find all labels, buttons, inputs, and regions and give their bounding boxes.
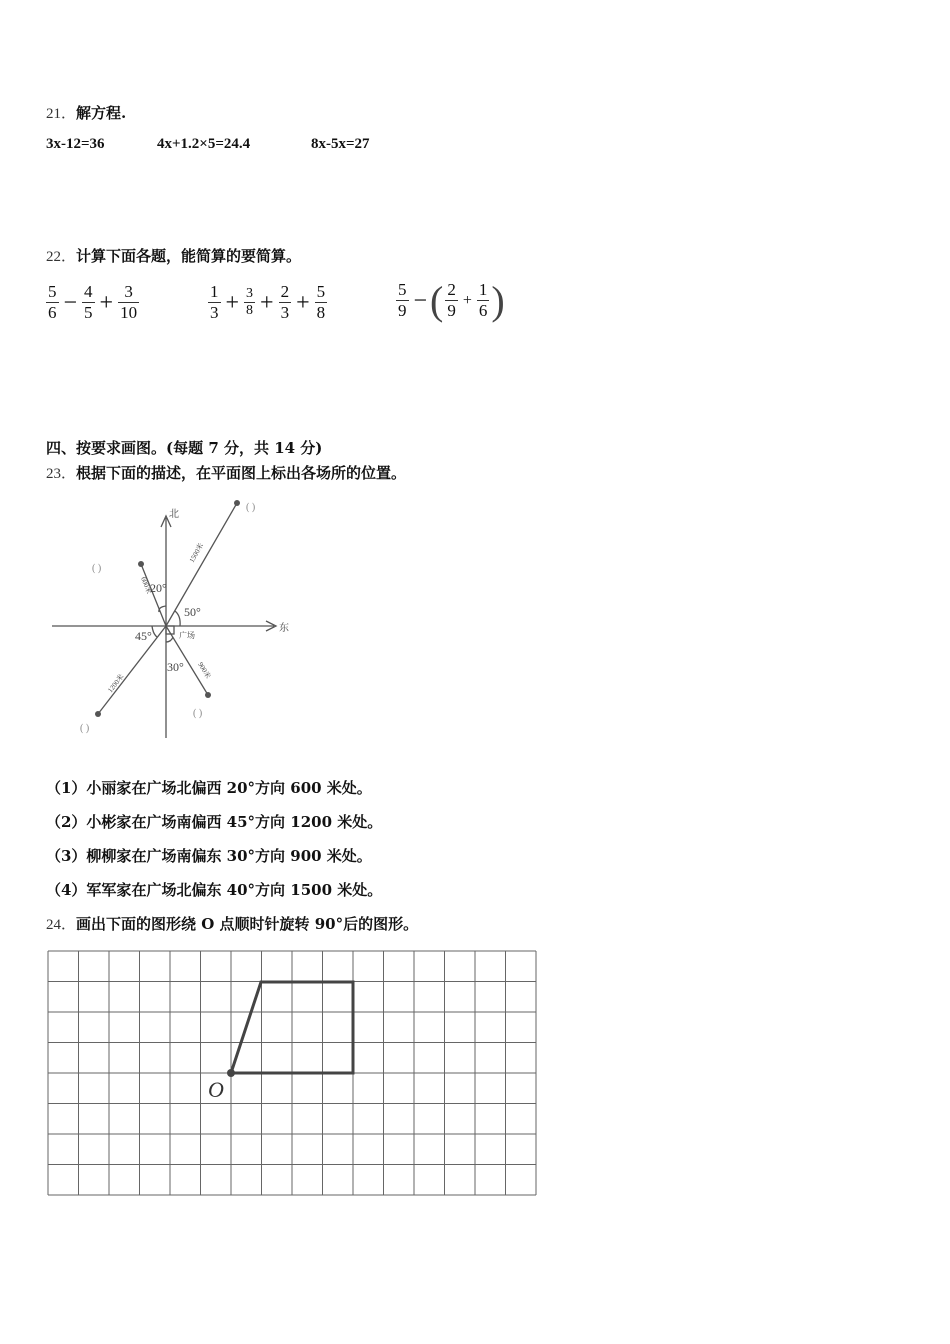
- fraction: $\frac{5}{9}$: [398, 280, 407, 320]
- q23-number: 23．: [46, 466, 77, 482]
- angle-50-label: 50°: [184, 605, 201, 619]
- q22-title: 计算下面各题，能简算的要简算。: [76, 247, 302, 265]
- blank-sw: ( ): [80, 723, 90, 734]
- operator: +: [462, 291, 472, 309]
- fraction: $\frac{1}{6}$: [478, 280, 488, 320]
- item-1: （1）小丽家在广场北偏西 20°方向 600 米处。: [46, 779, 372, 797]
- right-paren: ): [491, 277, 505, 323]
- item-4: （4）军军家在广场北偏东 40°方向 1500 米处。: [46, 881, 383, 899]
- section-heading: 四、按要求画图。(每题 7 分，共 14 分): [46, 439, 323, 457]
- center-label: 广场: [179, 631, 195, 640]
- point-o-label: O: [208, 1077, 224, 1102]
- left-paren: (: [430, 277, 444, 323]
- item-2: （2）小彬家在广场南偏西 45°方向 1200 米处。: [46, 813, 383, 831]
- q24-title: 画出下面的图形绕 O 点顺时针旋转 90°后的图形。: [76, 915, 419, 933]
- equation-3: 8x-5x=27: [311, 136, 370, 152]
- fraction: $\frac{5}{8}$: [316, 282, 326, 322]
- fraction: $\frac{1}{3}$: [210, 282, 219, 322]
- east-label: 东: [279, 623, 289, 634]
- q21-number: 21．: [46, 106, 77, 122]
- fraction: $\frac{2}{3}$: [280, 282, 290, 322]
- blank-ne: ( ): [246, 502, 256, 513]
- blank-se: ( ): [193, 708, 203, 719]
- equation-2: 4x+1.2×5=24.4: [157, 136, 251, 152]
- operator: −: [63, 289, 78, 316]
- q21-title: 解方程.: [76, 104, 127, 122]
- blank-nw: ( ): [92, 563, 102, 574]
- fraction: $\frac{4}{5}$: [84, 282, 93, 322]
- q23-title: 根据下面的描述，在平面图上标出各场所的位置。: [76, 464, 407, 482]
- dist-1200-label: 1200米: [106, 672, 126, 695]
- fraction: $\frac{3}{10}$: [120, 282, 138, 322]
- q22-number: 22．: [46, 249, 77, 265]
- dist-900-label: 900米: [196, 660, 213, 681]
- fraction: $\frac{3}{8}$: [246, 286, 254, 318]
- fraction: $\frac{5}{6}$: [48, 282, 57, 322]
- operator: +: [296, 289, 310, 316]
- q24-number: 24．: [46, 917, 77, 933]
- operator: +: [99, 289, 114, 316]
- item-3: （3）柳柳家在广场南偏东 30°方向 900 米处。: [46, 847, 372, 865]
- dist-1500-label: 1500米: [187, 541, 206, 564]
- operator: −: [413, 287, 428, 314]
- operator: +: [260, 289, 274, 316]
- north-label: 北: [169, 509, 179, 520]
- dist-600-label: 600米: [139, 575, 154, 595]
- angle-20-label: 20°: [150, 581, 167, 595]
- fraction: $\frac{2}{9}$: [447, 280, 456, 320]
- equation-1: 3x-12=36: [46, 136, 105, 152]
- angle-45-label: 45°: [135, 629, 152, 643]
- operator: +: [225, 289, 240, 316]
- rotation-center-point: [227, 1069, 235, 1077]
- angle-30-label: 30°: [167, 660, 184, 674]
